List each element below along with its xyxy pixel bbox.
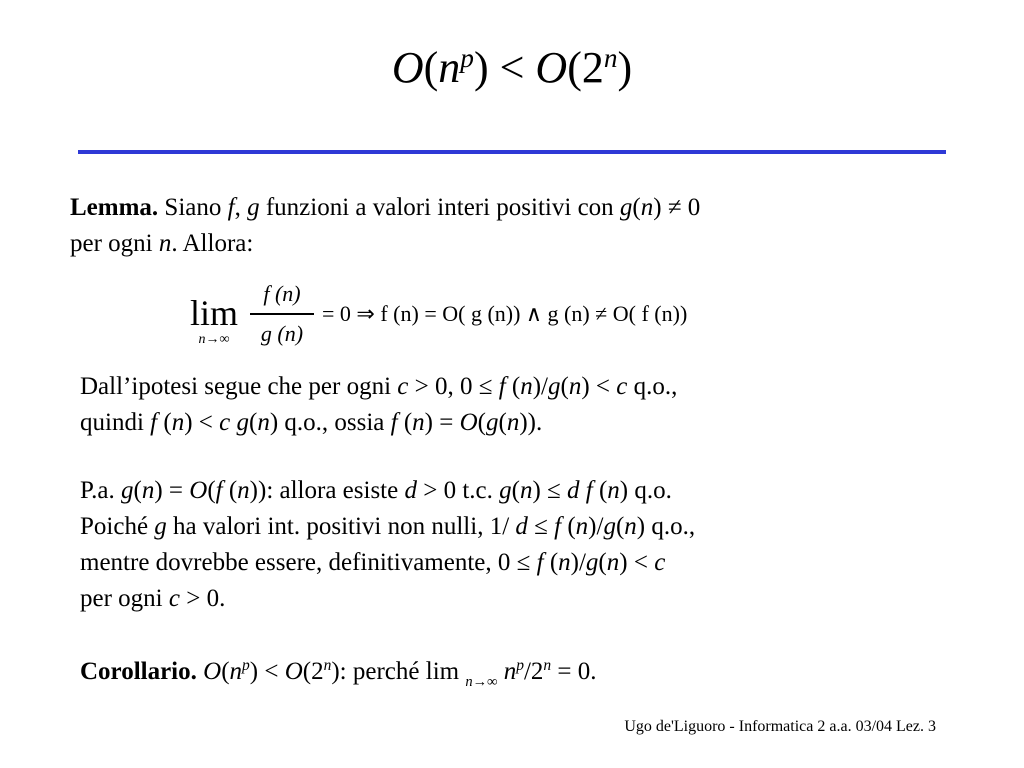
lemma-label: Lemma. bbox=[70, 194, 159, 221]
corollary-paragraph bbox=[80, 654, 597, 693]
proof2-line-4: per ogni c > 0. bbox=[80, 585, 226, 612]
corollary-line: Corollario. $O(n^p) < O(2^n)$: perché lim $_{n\to\infty}$ $n^p/2^n = 0$. bbox=[80, 657, 597, 690]
proof-paragraph-1 bbox=[80, 369, 677, 441]
proof-paragraph-2 bbox=[80, 473, 695, 617]
title-underline bbox=[78, 150, 946, 154]
lemma-line-1: Lemma. Siano f, g funzioni a valori interi positivi con g(n) ≠ 0 bbox=[70, 194, 701, 221]
fraction-denominator: g (n) bbox=[260, 320, 304, 346]
fraction bbox=[250, 278, 314, 350]
limit-operator: lim n→∞ bbox=[189, 293, 238, 347]
proof2-line-1: P.a. g(n) = O(f (n)): allora esiste d > 0 t.c. g(n) ≤ d f (n) q.o. bbox=[80, 477, 672, 504]
corollary-label: Corollario. bbox=[80, 658, 197, 685]
formula-conclusion: = 0 ⇒ f (n) = O( g (n)) ∧ g (n) ≠ O( f (n)) bbox=[322, 301, 688, 326]
fraction-numerator: f (n) bbox=[263, 281, 301, 306]
proof2-line-3: mentre dovrebbe essere, definitivamente, 0 ≤ f (n)/g(n) < c bbox=[80, 549, 666, 576]
proof2-line-2: Poiché g ha valori int. positivi non nulli, 1/ d ≤ f (n)/g(n) q.o., bbox=[80, 513, 696, 540]
proof1-line-1: Dall’ipotesi segue che per ogni c > 0, 0 ≤ f (n)/g(n) < c q.o., bbox=[80, 373, 678, 400]
proof1-line-2: quindi f (n) < c g(n) q.o., ossia f (n) = O(g(n)). bbox=[80, 409, 543, 436]
slide-title: $O(n^p) < O(2^n)$ bbox=[391, 43, 633, 92]
lemma-line-2: per ogni n. Allora: bbox=[70, 230, 254, 257]
fraction-bar bbox=[250, 313, 314, 315]
slide-footer: Ugo de'Liguoro - Informatica 2 a.a. 03/04 Lez. 3 bbox=[624, 718, 936, 735]
lemma-paragraph bbox=[70, 190, 700, 262]
